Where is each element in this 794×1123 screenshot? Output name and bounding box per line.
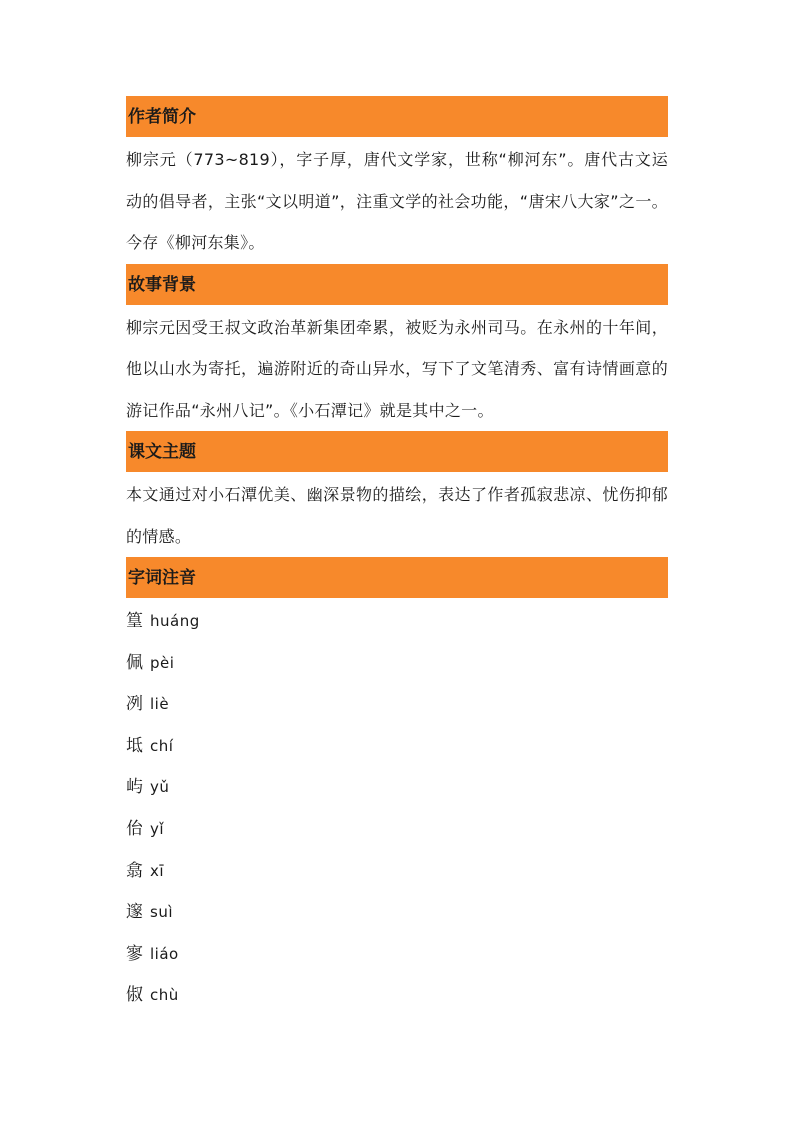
vocab-pinyin: xī [150,861,165,880]
vocab-list [126,600,668,1016]
vocab-pinyin: liè [150,695,170,714]
section-header-author: 作者简介 [126,96,668,137]
vocab-char: 篁 [126,611,143,631]
vocab-char: 佁 [126,818,143,839]
vocab-item [126,974,668,1016]
section-header-theme: 课文主题 [126,431,668,472]
vocab-item [126,850,668,892]
vocab-pinyin: suì [150,903,173,922]
vocab-char: 俶 [126,985,143,1006]
vocab-item [126,933,668,975]
author-intro-paragraph: 柳宗元（773~819），字子厚，唐代文学家，世称“柳河东”。唐代古文运动的倡导者，主张“文以明道”，注重文学的社会功能，“唐宋八大家”之一。今存《柳河东集》。 [126,150,668,252]
vocab-pinyin: yǐ [150,819,165,838]
vocab-item [126,725,668,767]
lesson-theme-paragraph: 本文通过对小石潭优美、幽深景物的描绘，表达了作者孤寂悲凉、忧伤抑郁的情感。 [126,485,668,546]
vocab-item [126,642,668,684]
vocab-char: 翕 [126,860,143,881]
vocab-char: 屿 [126,777,143,798]
section-header-vocab: 字词注音 [126,557,668,598]
vocab-item [126,891,668,933]
vocab-char: 坻 [126,735,143,756]
vocab-item [126,683,668,725]
vocab-char: 冽 [126,694,143,715]
vocab-item [126,766,668,808]
vocab-char: 佩 [126,652,143,673]
vocab-pinyin: huáng [150,612,200,630]
vocab-pinyin: yǔ [150,778,170,797]
vocab-char: 寥 [126,943,143,964]
vocab-pinyin: chí [150,736,174,755]
vocab-char: 邃 [126,902,143,923]
vocab-item [126,808,668,850]
vocab-item [126,600,668,642]
vocab-pinyin: liáo [150,944,179,963]
section-header-background: 故事背景 [126,264,668,305]
document-page [126,96,668,1016]
story-background-paragraph: 柳宗元因受王叔文政治革新集团牵累，被贬为永州司马。在永州的十年间，他以山水为寄托，遍游附近的奇山异水，写下了文笔清秀、富有诗情画意的游记作品“永州八记”。《小石潭记》就是其中之一。 [126,317,668,420]
vocab-pinyin: pèi [150,653,175,672]
vocab-pinyin: chù [150,986,179,1005]
